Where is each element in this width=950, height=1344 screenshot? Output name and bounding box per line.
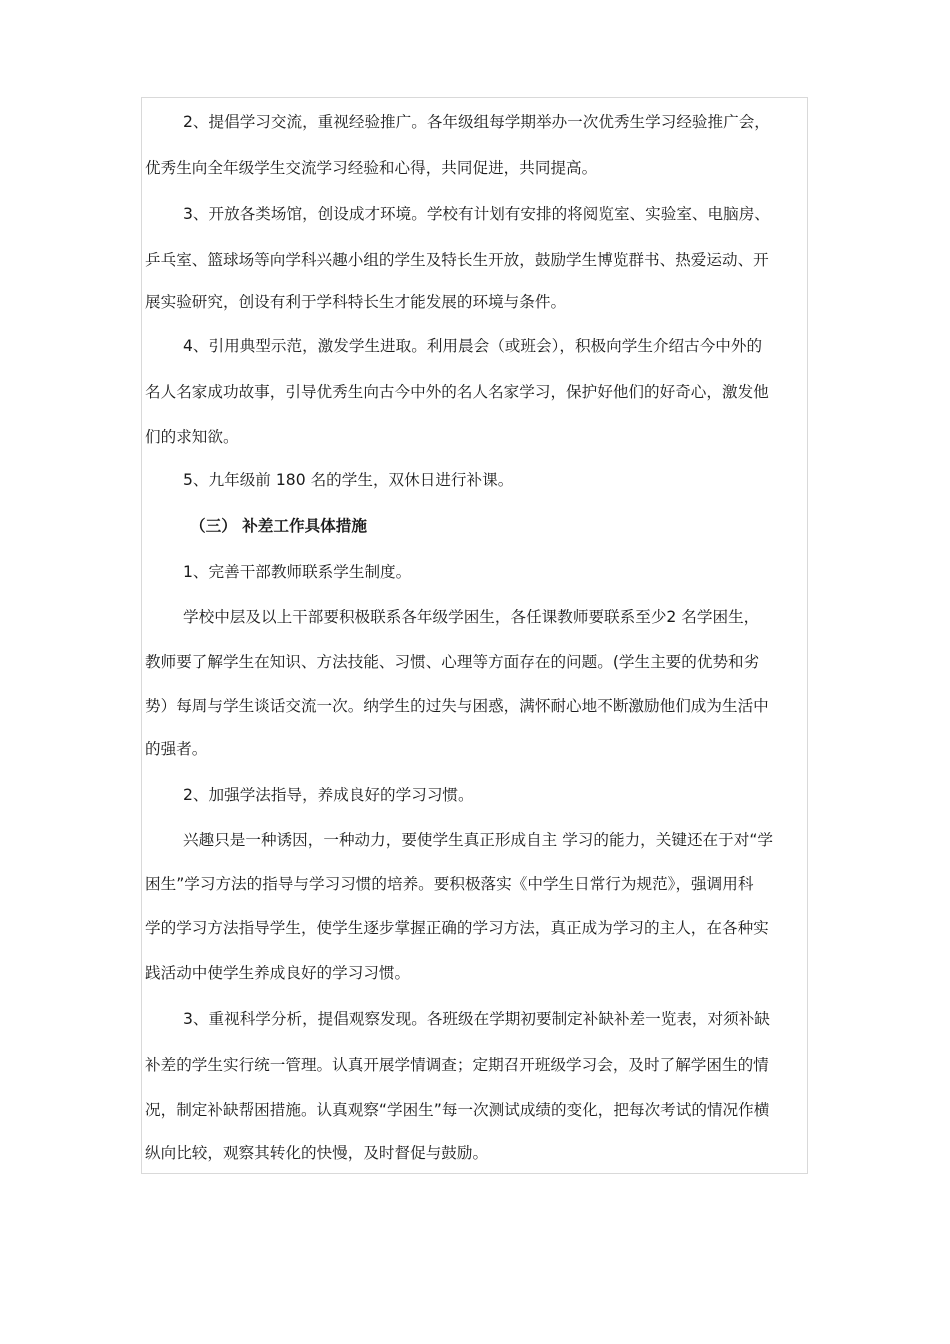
paragraph-line: 们的求知欲。 <box>145 428 239 446</box>
paragraph-line: 困生”学习方法的指导与学习习惯的培养。要积极落实《中学生日常行为规范》，强调用科 <box>145 875 754 893</box>
paragraph-line: 3、重视科学分析，提倡观察发现。各班级在学期初要制定补缺补差一览表，对须补缺 <box>183 1010 770 1028</box>
section-heading: （三） 补差工作具体措施 <box>190 517 367 535</box>
paragraph-line: 兴趣只是一种诱因，一种动力，要使学生真正形成自主 学习的能力，关键还在于对“学 <box>183 831 774 849</box>
paragraph-line: 学校中层及以上干部要积极联系各年级学困生，各任课教师要联系至少2 名学困生， <box>183 608 760 626</box>
paragraph-line: 优秀生向全年级学生交流学习经验和心得，共同促进，共同提高。 <box>145 159 598 177</box>
paragraph-line: 3、开放各类场馆，创设成才环境。学校有计划有安排的将阅览室、实验室、电脑房、 <box>183 205 770 223</box>
paragraph-line: 名人名家成功故事，引导优秀生向古今中外的名人名家学习，保护好他们的好奇心，激发他 <box>145 383 769 401</box>
paragraph-line: 5、九年级前 180 名的学生，双休日进行补课。 <box>183 471 514 489</box>
paragraph-line: 补差的学生实行统一管理。认真开展学情调查；定期召开班级学习会，及时了解学困生的情 <box>145 1056 769 1074</box>
paragraph-line: 教师要了解学生在知识、方法技能、习惯、心理等方面存在的问题。(学生主要的优势和劣 <box>145 653 760 671</box>
paragraph-line: 乒乓室、篮球场等向学科兴趣小组的学生及特长生开放，鼓励学生博览群书、热爱运动、开 <box>145 251 769 269</box>
paragraph-line: 学的学习方法指导学生，使学生逐步掌握正确的学习方法，真正成为学习的主人，在各种实 <box>145 919 769 937</box>
paragraph-line: 1、完善干部教师联系学生制度。 <box>183 563 412 581</box>
paragraph-line: 势）每周与学生谈话交流一次。纳学生的过失与困惑，满怀耐心地不断激励他们成为生活中 <box>145 697 769 715</box>
paragraph-line: 2、提倡学习交流，重视经验推广。各年级组每学期举办一次优秀生学习经验推广会， <box>183 113 770 131</box>
paragraph-line: 纵向比较，观察其转化的快慢，及时督促与鼓励。 <box>145 1144 489 1162</box>
paragraph-line: 践活动中使学生养成良好的学习习惯。 <box>145 964 411 982</box>
paragraph-line: 4、引用典型示范，激发学生进取。利用晨会（或班会），积极向学生介绍古今中外的 <box>183 337 763 355</box>
paragraph-line: 况，制定补缺帮困措施。认真观察“学困生”每一次测试成绩的变化，把每次考试的情况作横 <box>145 1101 770 1119</box>
paragraph-line: 2、加强学法指导，养成良好的学习习惯。 <box>183 786 474 804</box>
paragraph-line: 展实验研究，创设有利于学科特长生才能发展的环境与条件。 <box>145 293 567 311</box>
paragraph-line: 的强者。 <box>145 740 208 758</box>
